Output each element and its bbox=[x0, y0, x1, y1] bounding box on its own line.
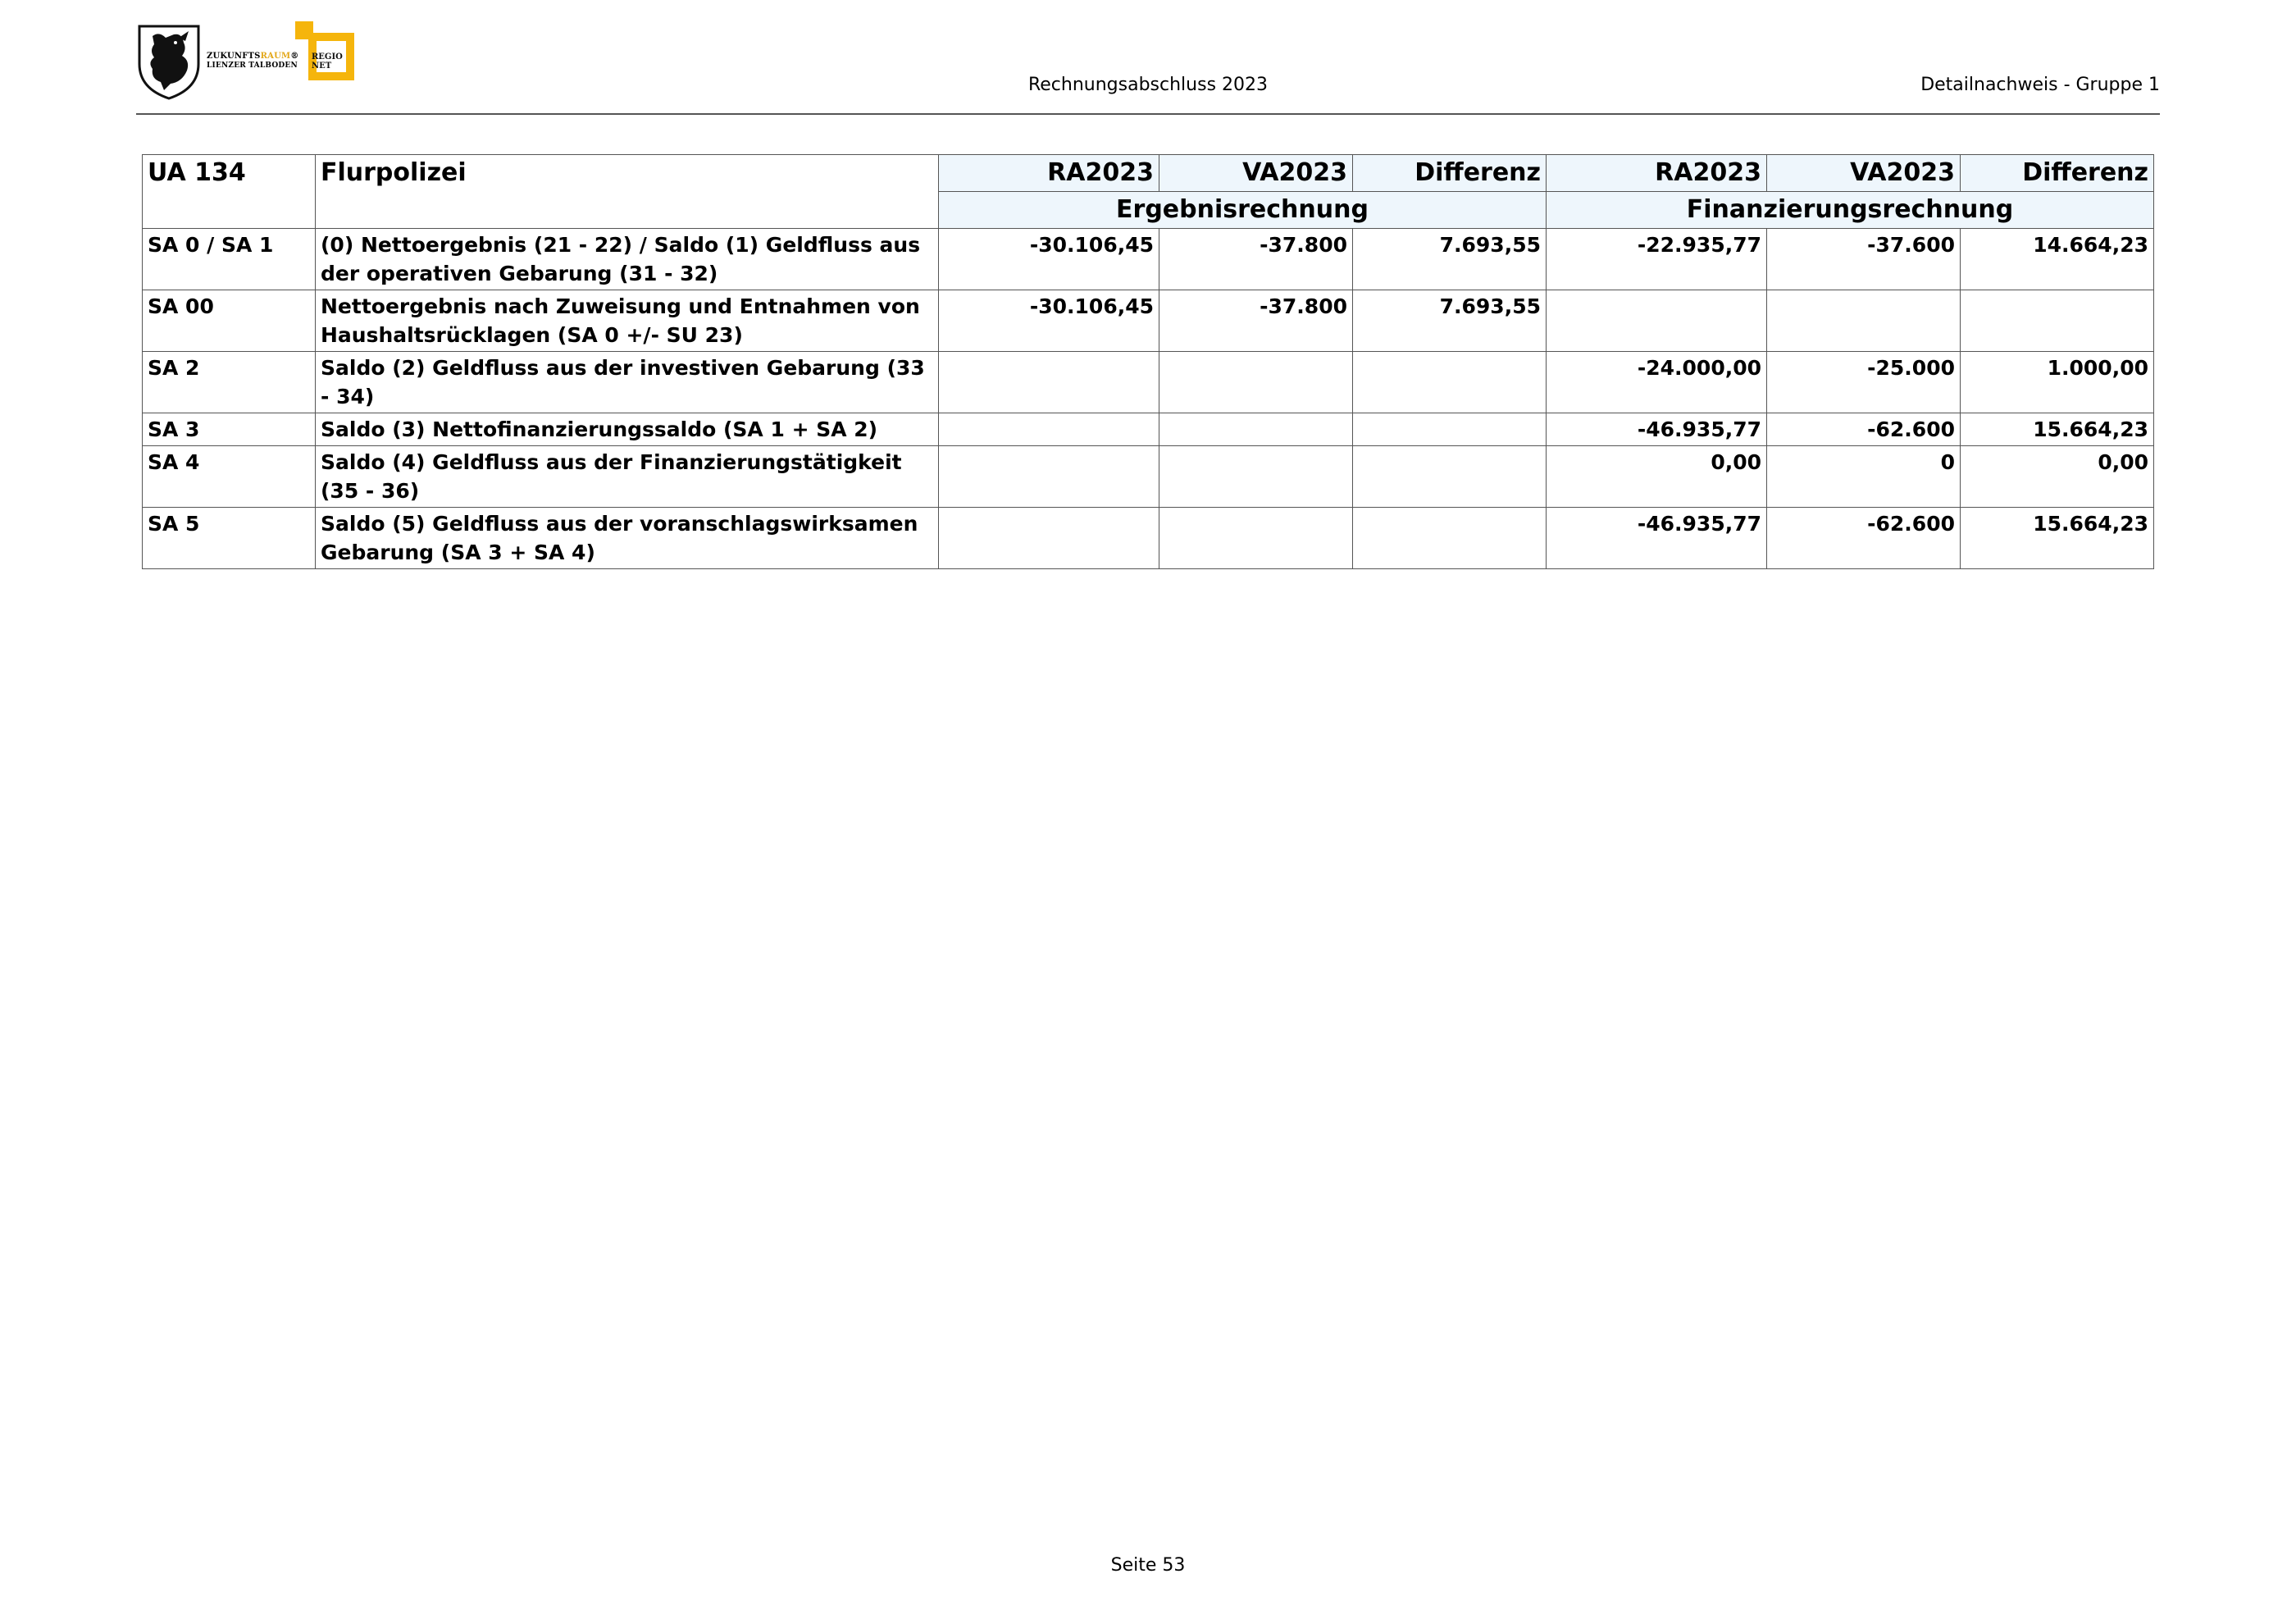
row-ergebnis-va bbox=[1159, 446, 1353, 508]
col-header-ergebnis-diff: Differenz bbox=[1353, 155, 1547, 192]
row-code: SA 00 bbox=[143, 290, 316, 352]
row-finanz-diff: 0,00 bbox=[1961, 446, 2154, 508]
col-header-finanz-diff: Differenz bbox=[1961, 155, 2154, 192]
table-row bbox=[143, 290, 2154, 352]
row-ergebnis-diff bbox=[1353, 413, 1547, 446]
row-ergebnis-diff bbox=[1353, 508, 1547, 569]
row-label: Saldo (2) Geldfluss aus der investiven Gebarung (33 - 34) bbox=[316, 352, 939, 413]
col-header-ergebnis-va: VA2023 bbox=[1159, 155, 1353, 192]
group-header-ergebnisrechnung: Ergebnisrechnung bbox=[939, 192, 1547, 229]
logo-registered-mark: ® bbox=[290, 52, 299, 61]
row-ergebnis-va bbox=[1159, 413, 1353, 446]
regionet-line1: REGIO bbox=[312, 52, 343, 62]
table-row bbox=[143, 229, 2154, 290]
row-finanz-diff: 1.000,00 bbox=[1961, 352, 2154, 413]
page-number: Seite 53 bbox=[1110, 1555, 1186, 1576]
row-code: SA 0 / SA 1 bbox=[143, 229, 316, 290]
row-finanz-diff bbox=[1961, 290, 2154, 352]
row-code: SA 5 bbox=[143, 508, 316, 569]
zukunftsraum-logo-text bbox=[207, 52, 298, 70]
row-ergebnis-va bbox=[1159, 508, 1353, 569]
detail-table bbox=[142, 154, 2154, 569]
header-divider bbox=[136, 113, 2160, 115]
row-ergebnis-ra bbox=[939, 413, 1159, 446]
col-header-finanz-va: VA2023 bbox=[1767, 155, 1961, 192]
row-code: SA 4 bbox=[143, 446, 316, 508]
row-finanz-va: -25.000 bbox=[1767, 352, 1961, 413]
row-label: Saldo (4) Geldfluss aus der Finanzierungstätigkeit (35 - 36) bbox=[316, 446, 939, 508]
row-ergebnis-diff: 7.693,55 bbox=[1353, 290, 1547, 352]
row-label: Nettoergebnis nach Zuweisung und Entnahmen von Haushaltsrücklagen (SA 0 +/- SU 23) bbox=[316, 290, 939, 352]
document-title: Rechnungsabschluss 2023 bbox=[1027, 75, 1269, 95]
logo-raum-text: RAUM bbox=[260, 52, 291, 61]
row-code: SA 3 bbox=[143, 413, 316, 446]
row-finanz-va bbox=[1767, 290, 1961, 352]
logo-zukunfts-text: ZUKUNFTS bbox=[207, 52, 261, 61]
row-finanz-ra: -46.935,77 bbox=[1547, 413, 1767, 446]
section-title: Detailnachweis - Gruppe 1 bbox=[1920, 75, 2160, 95]
row-finanz-ra: 0,00 bbox=[1547, 446, 1767, 508]
col-header-ergebnis-ra: RA2023 bbox=[939, 155, 1159, 192]
row-label: Saldo (5) Geldfluss aus der voranschlagswirksamen Gebarung (SA 3 + SA 4) bbox=[316, 508, 939, 569]
ua-code: UA 134 bbox=[143, 155, 316, 229]
regionet-line2: NET bbox=[312, 62, 332, 71]
row-ergebnis-ra: -30.106,45 bbox=[939, 290, 1159, 352]
row-ergebnis-ra bbox=[939, 508, 1159, 569]
row-finanz-diff: 15.664,23 bbox=[1961, 413, 2154, 446]
row-ergebnis-ra bbox=[939, 446, 1159, 508]
row-finanz-ra: -24.000,00 bbox=[1547, 352, 1767, 413]
row-finanz-ra: -46.935,77 bbox=[1547, 508, 1767, 569]
row-ergebnis-va bbox=[1159, 352, 1353, 413]
row-finanz-ra bbox=[1547, 290, 1767, 352]
table-row bbox=[143, 352, 2154, 413]
group-header-finanzierungsrechnung: Finanzierungsrechnung bbox=[1547, 192, 2154, 229]
col-header-finanz-ra: RA2023 bbox=[1547, 155, 1767, 192]
row-finanz-diff: 15.664,23 bbox=[1961, 508, 2154, 569]
table-header-row bbox=[143, 155, 2154, 192]
table-row bbox=[143, 446, 2154, 508]
row-ergebnis-ra bbox=[939, 352, 1159, 413]
table-row bbox=[143, 508, 2154, 569]
row-ergebnis-va: -37.800 bbox=[1159, 229, 1353, 290]
row-ergebnis-diff bbox=[1353, 352, 1547, 413]
ua-name: Flurpolizei bbox=[316, 155, 939, 229]
row-finanz-diff: 14.664,23 bbox=[1961, 229, 2154, 290]
row-code: SA 2 bbox=[143, 352, 316, 413]
row-finanz-va: 0 bbox=[1767, 446, 1961, 508]
row-ergebnis-va: -37.800 bbox=[1159, 290, 1353, 352]
row-ergebnis-diff: 7.693,55 bbox=[1353, 229, 1547, 290]
row-finanz-va: -62.600 bbox=[1767, 508, 1961, 569]
row-ergebnis-diff bbox=[1353, 446, 1547, 508]
row-ergebnis-ra: -30.106,45 bbox=[939, 229, 1159, 290]
row-label: Saldo (3) Nettofinanzierungssaldo (SA 1 + SA 2) bbox=[316, 413, 939, 446]
table-row bbox=[143, 413, 2154, 446]
logo-lienzer-talboden-text: LIENZER TALBODEN bbox=[207, 62, 298, 70]
row-finanz-ra: -22.935,77 bbox=[1547, 229, 1767, 290]
row-label: (0) Nettoergebnis (21 - 22) / Saldo (1) Geldfluss aus der operativen Gebarung (31 - 32) bbox=[316, 229, 939, 290]
row-finanz-va: -37.600 bbox=[1767, 229, 1961, 290]
row-finanz-va: -62.600 bbox=[1767, 413, 1961, 446]
regionet-label bbox=[312, 52, 343, 71]
